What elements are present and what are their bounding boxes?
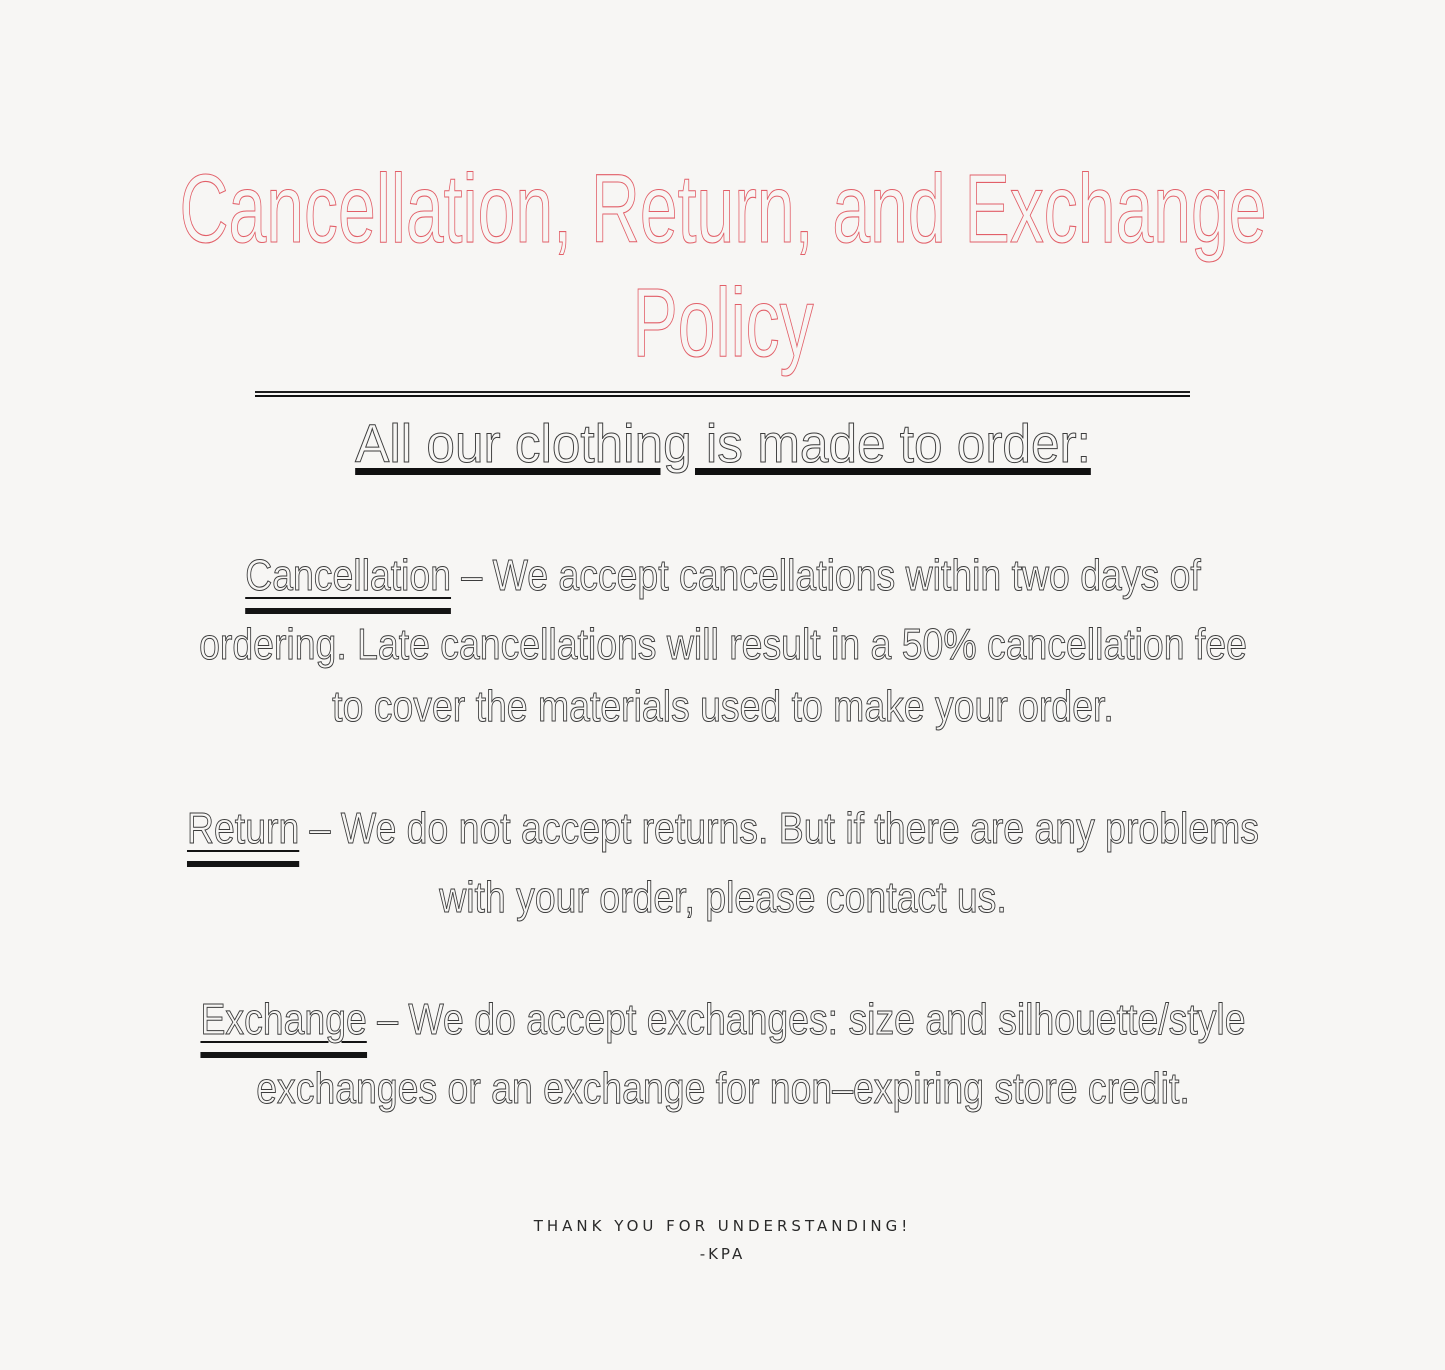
section-cancellation bbox=[0, 545, 1445, 738]
section-text: – We do accept exchanges: size and silhouette/style bbox=[366, 995, 1246, 1045]
footer-thanks-text: THANK YOU FOR UNDERSTANDING! bbox=[533, 1217, 912, 1236]
footer bbox=[0, 1212, 1445, 1267]
section-line bbox=[245, 545, 1201, 614]
section-text: – We accept cancellations within two days of bbox=[450, 551, 1201, 601]
section-line bbox=[186, 798, 1258, 867]
page-title-line-1: Cancellation, Return, and Exchange bbox=[178, 154, 1267, 263]
section-exchange bbox=[0, 989, 1445, 1120]
section-line bbox=[200, 989, 1245, 1058]
page-title-line-2: Policy bbox=[631, 268, 814, 378]
section-return bbox=[0, 798, 1445, 929]
section-line: with your order, please contact us. bbox=[438, 873, 1007, 923]
section-line: exchanges or an exchange for non–expiring store credit. bbox=[255, 1064, 1190, 1114]
section-line: to cover the materials used to make your order. bbox=[331, 682, 1114, 732]
keyword-cancellation: Cancellation bbox=[245, 545, 451, 614]
title-block bbox=[0, 152, 1445, 381]
section-text: – We do not accept returns. But if there are any problems bbox=[298, 804, 1259, 854]
keyword-return: Return bbox=[186, 798, 298, 867]
subtitle: All our clothing is made to order: bbox=[354, 413, 1091, 474]
footer-signature: -KPA bbox=[699, 1245, 746, 1264]
title-divider-rule bbox=[255, 391, 1190, 397]
keyword-exchange: Exchange bbox=[200, 989, 366, 1058]
section-line: ordering. Late cancellations will result in a 50% cancellation fee bbox=[198, 620, 1247, 670]
